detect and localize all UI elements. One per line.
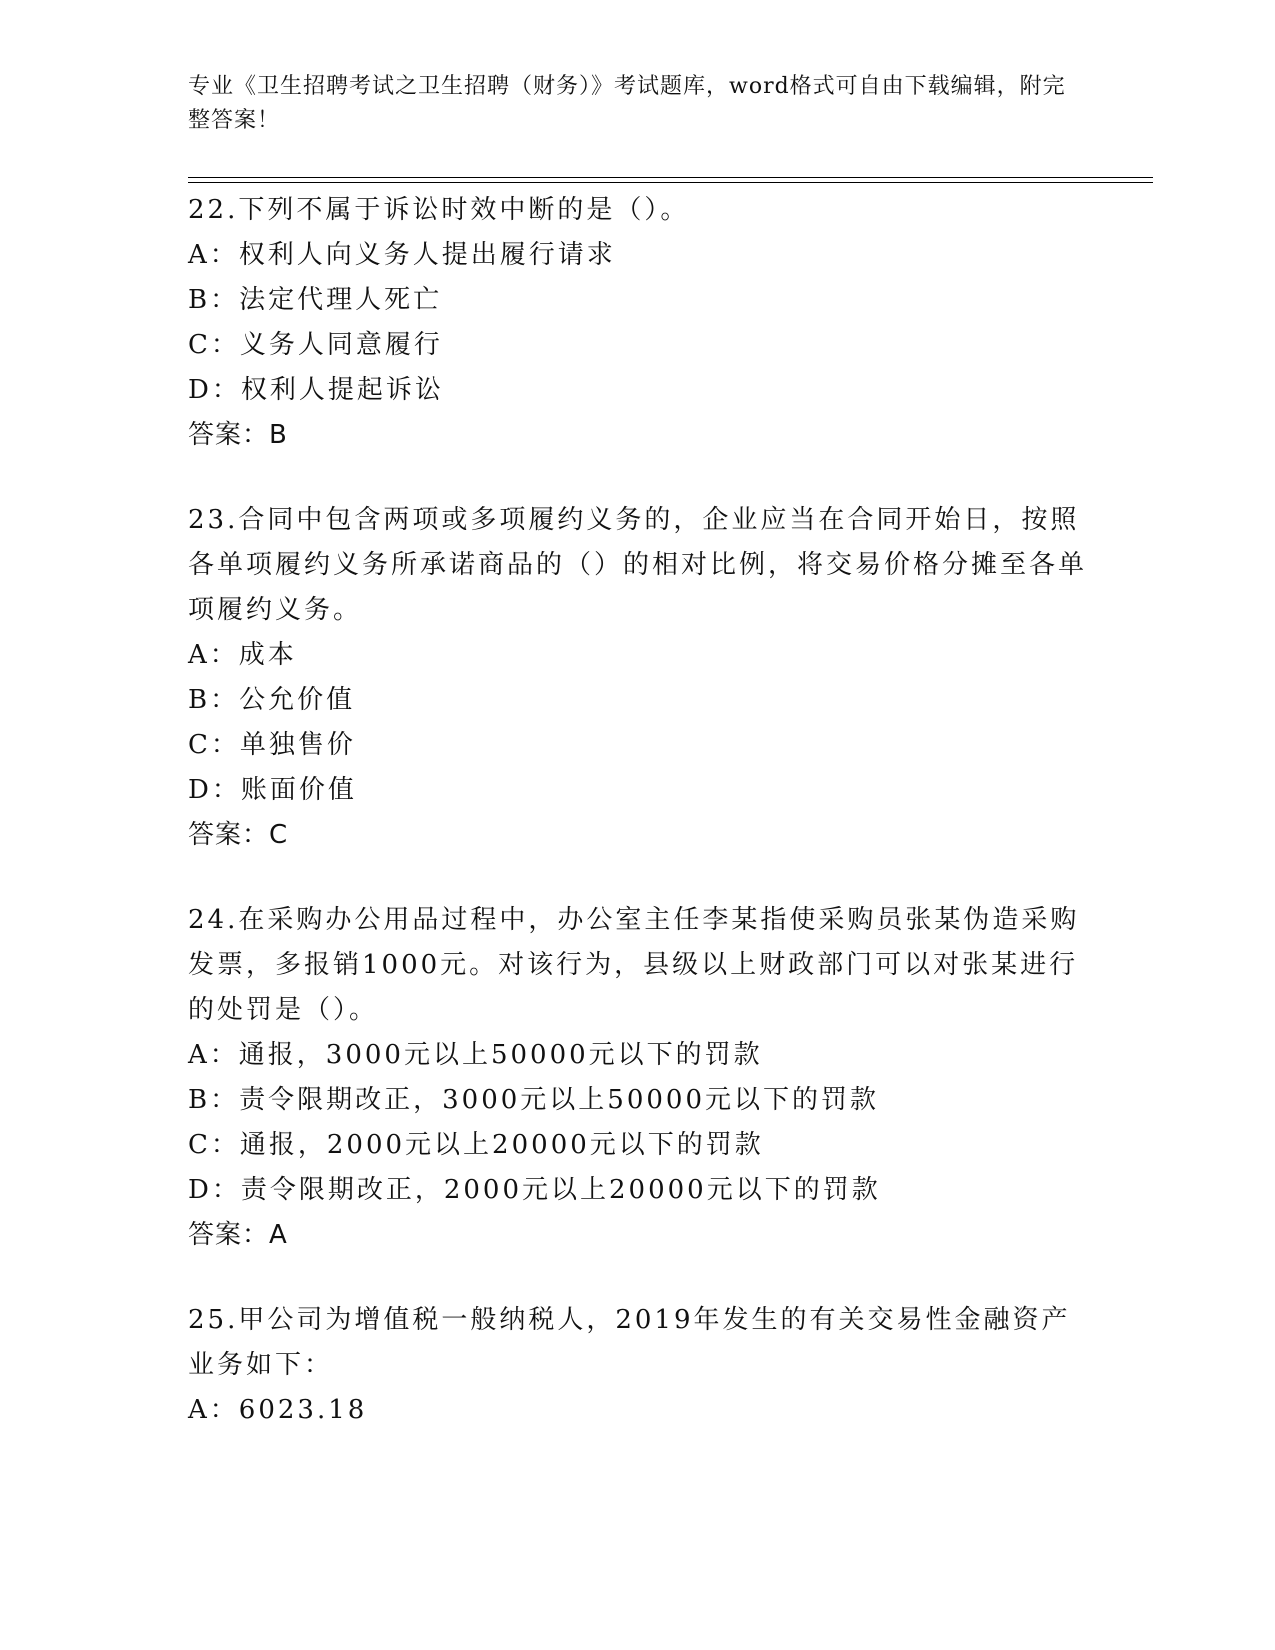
question-23 [188, 498, 1088, 858]
question-stem: 23.合同中包含两项或多项履约义务的，企业应当在合同开始日，按照各单项履约义务所承诺商品的（）的相对比例，将交易价格分摊至各单项履约义务。 [188, 505, 1088, 625]
option-a: A：通报，3000元以上50000元以下的罚款 [188, 1040, 763, 1070]
option-b: B：法定代理人死亡 [188, 285, 443, 315]
option-c: C：通报，2000元以上20000元以下的罚款 [188, 1130, 764, 1160]
option-c: C：单独售价 [188, 730, 356, 760]
question-25 [188, 1298, 1088, 1433]
option-d: D：责令限期改正，2000元以上20000元以下的罚款 [188, 1175, 881, 1205]
option-b: B：责令限期改正，3000元以上50000元以下的罚款 [188, 1085, 879, 1115]
answer-line: 答案：B [188, 420, 288, 450]
answer-line: 答案：C [188, 820, 289, 850]
question-list [188, 188, 1088, 1473]
option-a: A：6023.18 [188, 1395, 368, 1425]
answer-line: 答案：A [188, 1220, 288, 1250]
option-d: D：权利人提起诉讼 [188, 375, 444, 405]
option-a: A：成本 [188, 640, 297, 670]
header-divider-bottom [188, 182, 1153, 183]
document-header: 专业《卫生招聘考试之卫生招聘（财务）》考试题库，word格式可自由下载编辑，附完整答案！ [188, 74, 1066, 133]
question-22 [188, 188, 1088, 458]
header-divider-top [188, 177, 1153, 178]
option-c: C：义务人同意履行 [188, 330, 443, 360]
question-24 [188, 898, 1088, 1258]
question-stem: 24.在采购办公用品过程中，办公室主任李某指使采购员张某伪造采购发票，多报销1000元。对该行为，县级以上财政部门可以对张某进行的处罚是（）。 [188, 905, 1080, 1025]
option-b: B：公允价值 [188, 685, 356, 715]
option-a: A：权利人向义务人提出履行请求 [188, 240, 616, 270]
question-stem: 22.下列不属于诉讼时效中断的是（）。 [188, 195, 690, 225]
option-d: D：账面价值 [188, 775, 357, 805]
question-stem: 25.甲公司为增值税一般纳税人，2019年发生的有关交易性金融资产业务如下： [188, 1305, 1071, 1380]
